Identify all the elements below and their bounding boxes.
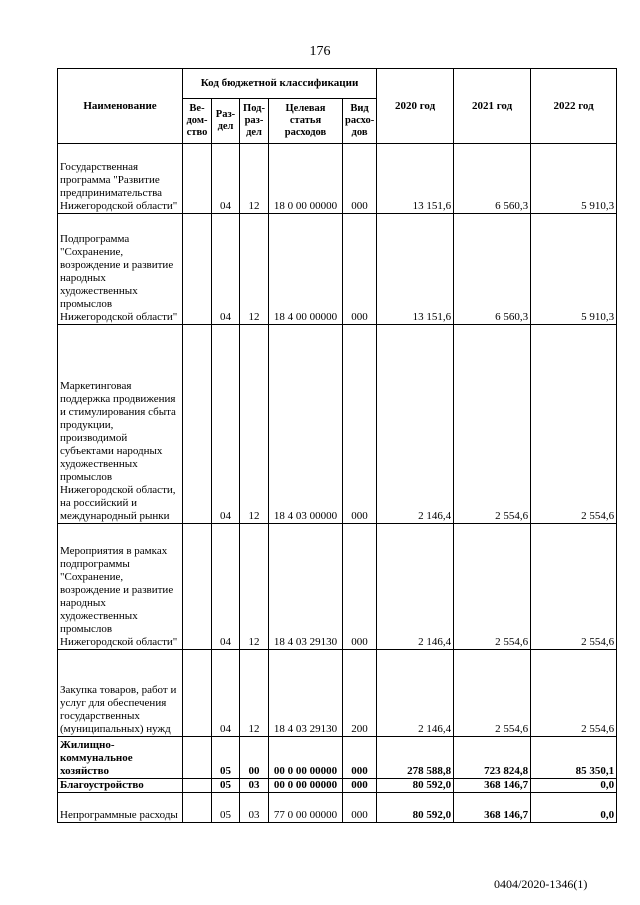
row-name: Благоустройство — [58, 779, 183, 793]
row-statya: 00 0 00 00000 — [269, 737, 343, 779]
header-vid-rashodov: Вид расхо-дов — [343, 99, 377, 144]
row-razdel: 04 — [212, 214, 240, 325]
row-value-2021: 2 554,6 — [454, 325, 531, 524]
row-vedomstvo — [183, 144, 212, 214]
row-value-2020: 2 146,4 — [377, 524, 454, 650]
row-value-2020: 80 592,0 — [377, 779, 454, 793]
row-vid: 000 — [343, 214, 377, 325]
row-name: Непрограммные расходы — [58, 793, 183, 823]
row-value-2021: 6 560,3 — [454, 214, 531, 325]
header-2022: 2022 год — [531, 69, 617, 144]
row-podrazdel: 12 — [240, 325, 269, 524]
row-value-2022: 5 910,3 — [531, 144, 617, 214]
row-podrazdel: 03 — [240, 793, 269, 823]
row-vedomstvo — [183, 779, 212, 793]
row-statya: 18 0 00 00000 — [269, 144, 343, 214]
row-value-2021: 723 824,8 — [454, 737, 531, 779]
row-razdel: 05 — [212, 779, 240, 793]
header-podrazdel: Под-раз-дел — [240, 99, 269, 144]
row-vedomstvo — [183, 524, 212, 650]
row-vid: 000 — [343, 793, 377, 823]
row-value-2021: 368 146,7 — [454, 793, 531, 823]
row-vid: 000 — [343, 325, 377, 524]
row-podrazdel: 12 — [240, 650, 269, 737]
row-statya: 18 4 00 00000 — [269, 214, 343, 325]
row-name: Мероприятия в рамках подпрограммы "Сохранение, возрождение и развитие народных художественных промыслов Нижегородской области" — [58, 524, 183, 650]
row-vedomstvo — [183, 325, 212, 524]
row-statya: 18 4 03 00000 — [269, 325, 343, 524]
row-value-2020: 2 146,4 — [377, 650, 454, 737]
row-value-2021: 6 560,3 — [454, 144, 531, 214]
row-vid: 000 — [343, 737, 377, 779]
row-value-2020: 278 588,8 — [377, 737, 454, 779]
row-value-2020: 13 151,6 — [377, 144, 454, 214]
table-row — [58, 779, 617, 793]
row-razdel: 04 — [212, 524, 240, 650]
row-vedomstvo — [183, 650, 212, 737]
document-code: 0404/2020-1346(1) — [494, 877, 588, 891]
row-statya: 18 4 03 29130 — [269, 650, 343, 737]
row-podrazdel: 12 — [240, 524, 269, 650]
row-name: Жилищно-коммунальное хозяйство — [58, 737, 183, 779]
row-value-2021: 2 554,6 — [454, 650, 531, 737]
row-podrazdel: 12 — [240, 144, 269, 214]
table-row — [58, 650, 617, 737]
header-razdel: Раз-дел — [212, 99, 240, 144]
row-razdel: 05 — [212, 737, 240, 779]
row-name: Государственная программа "Развитие предпринимательства Нижегородской области" — [58, 144, 183, 214]
row-vid: 200 — [343, 650, 377, 737]
row-podrazdel: 00 — [240, 737, 269, 779]
table-row — [58, 325, 617, 524]
header-2021: 2021 год — [454, 69, 531, 144]
row-value-2022: 2 554,6 — [531, 650, 617, 737]
row-value-2020: 2 146,4 — [377, 325, 454, 524]
row-razdel: 04 — [212, 144, 240, 214]
row-value-2022: 85 350,1 — [531, 737, 617, 779]
row-vid: 000 — [343, 144, 377, 214]
row-name: Маркетинговая поддержка продвижения и стимулирования сбыта продукции, производимой субъектами народных художественных промыслов Нижегородской области, на российский и международный рынки — [58, 325, 183, 524]
header-classification-group: Код бюджетной классификации — [183, 69, 377, 99]
row-vid: 000 — [343, 524, 377, 650]
row-statya: 18 4 03 29130 — [269, 524, 343, 650]
row-razdel: 04 — [212, 650, 240, 737]
row-statya: 77 0 00 00000 — [269, 793, 343, 823]
row-value-2022: 2 554,6 — [531, 524, 617, 650]
row-value-2022: 5 910,3 — [531, 214, 617, 325]
page-number: 176 — [309, 44, 331, 59]
header-celevaya-statya: Целевая статья расходов — [269, 99, 343, 144]
row-vedomstvo — [183, 793, 212, 823]
row-value-2020: 13 151,6 — [377, 214, 454, 325]
budget-table — [57, 68, 617, 823]
table-row — [58, 793, 617, 823]
row-razdel: 05 — [212, 793, 240, 823]
row-name: Подпрограмма "Сохранение, возрождение и развитие народных художественных промыслов Нижегородской области" — [58, 214, 183, 325]
row-podrazdel: 12 — [240, 214, 269, 325]
table-row — [58, 144, 617, 214]
row-vedomstvo — [183, 214, 212, 325]
row-vedomstvo — [183, 737, 212, 779]
row-value-2022: 0,0 — [531, 779, 617, 793]
row-value-2021: 368 146,7 — [454, 779, 531, 793]
row-statya: 00 0 00 00000 — [269, 779, 343, 793]
header-vedomstvo: Ве-дом-ство — [183, 99, 212, 144]
row-podrazdel: 03 — [240, 779, 269, 793]
table-row — [58, 524, 617, 650]
row-vid: 000 — [343, 779, 377, 793]
row-razdel: 04 — [212, 325, 240, 524]
table-row — [58, 737, 617, 779]
row-value-2021: 2 554,6 — [454, 524, 531, 650]
row-name: Закупка товаров, работ и услуг для обеспечения государственных (муниципальных) нужд — [58, 650, 183, 737]
table-row — [58, 214, 617, 325]
header-2020: 2020 год — [377, 69, 454, 144]
row-value-2022: 0,0 — [531, 793, 617, 823]
header-name: Наименование — [58, 69, 183, 144]
row-value-2022: 2 554,6 — [531, 325, 617, 524]
row-value-2020: 80 592,0 — [377, 793, 454, 823]
